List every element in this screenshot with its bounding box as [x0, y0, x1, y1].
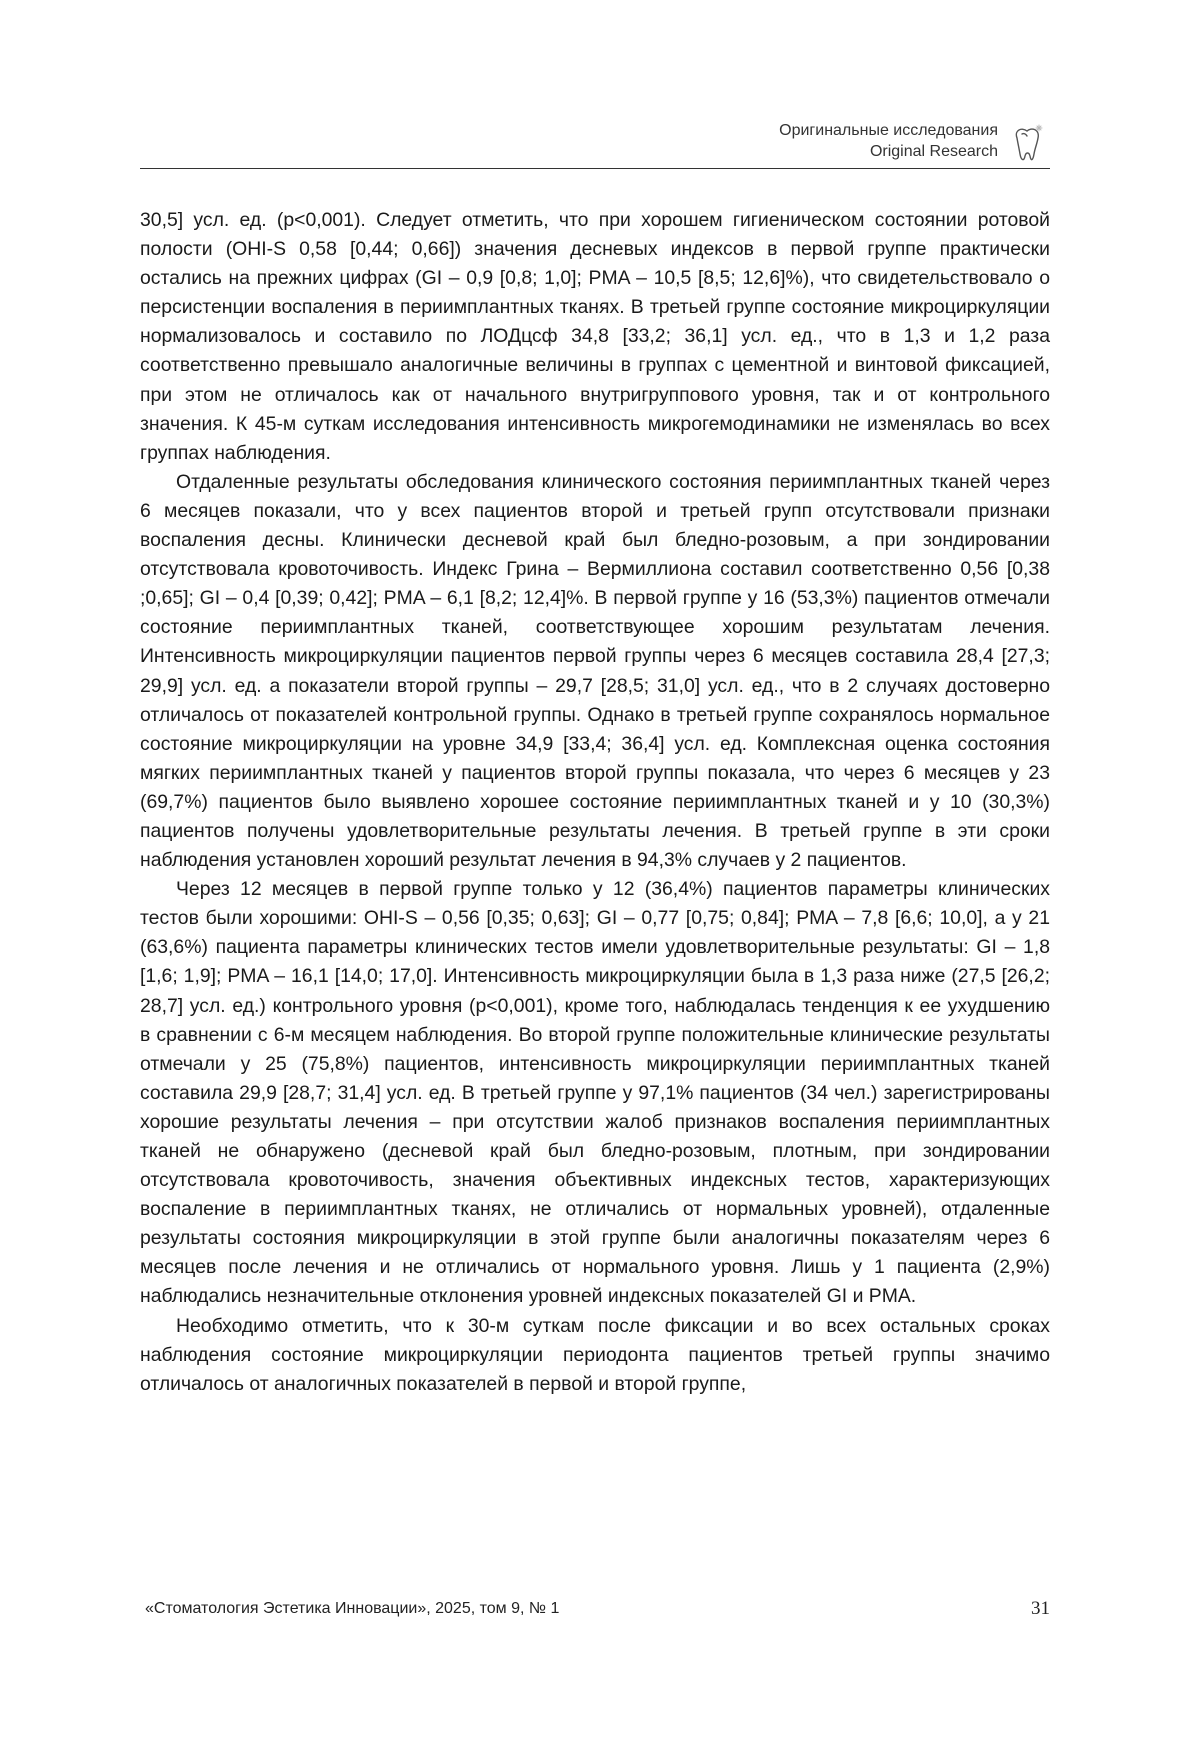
- page-number: 31: [1031, 1598, 1050, 1619]
- journal-citation: «Стоматология Эстетика Инновации», 2025, том 9, № 1: [145, 1600, 560, 1617]
- section-title-en: Original Research: [869, 143, 998, 160]
- running-header: [140, 118, 1050, 169]
- paragraph: Необходимо отметить, что к 30-м суткам после фиксации и во всех остальных сроках наблюдения состояние микроциркуляции периодонта пациентов третьей группы значимо отличалось от аналогичных показателей в первой и второй группе,: [140, 1314, 1050, 1395]
- running-header-text: [779, 120, 998, 162]
- paragraph: Через 12 месяцев в первой группе только у 12 (36,4%) пациентов параметры клинических тестов были хорошими: OHI-S – 0,56 [0,35; 0,63]; GI – 0,77 [0,75; 0,84]; PMA – 7,8 [6,6; 10,0], а у 21 (63,6%) пациента параметры клинических тестов имели удовлетворительные результаты: GI – 1,8 [1,6; 1,9]; PMA – 16,1 [14,0; 17,0]. Интенсивность микроциркуляции была в 1,3 раза ниже (27,5 [26,2; 28,7] усл. ед.) контрольного уровня (р<0,001), кроме того, наблюдалась тенденция к ее ухудшению в сравнении с 6-м месяцем наблюдения. Во второй группе положительные клинические результаты отмечали у 25 (75,8%) пациентов, интенсивность микроциркуляции периимплантных тканей составила 29,9 [28,7; 31,4] усл. ед. В третьей группе у 97,1% пациентов (34 чел.) зарегистрированы хорошие результаты лечения – при отсутствии жалоб признаков воспаления периимплантных тканей не обнаружено (десневой край был бледно-розовым, плотным, при зондировании отсутствовала кровоточивость, значения объективных индексных тестов, характеризующих воспаление в периимплантных тканях, не отличались от нормальных уровней), отдаленные результаты состояния микроциркуляции в этой группе были аналогичны показателям через 6 месяцев после лечения и не отличались от нормального уровня. Лишь у 1 пациента (2,9%) наблюдались незначительные отклонения уровней индексных показателей GI и PMA.: [140, 878, 1050, 1308]
- article-body: [140, 206, 1050, 1399]
- page-footer: [145, 1598, 1050, 1628]
- tooth-icon: [1008, 122, 1048, 166]
- section-title-ru: Оригинальные исследования: [779, 122, 998, 139]
- paragraph: 30,5] усл. ед. (р<0,001). Следует отметить, что при хорошем гигиеническом состоянии ротовой полости (OHI-S 0,58 [0,44; 0,66]) значения десневых индексов в первой группе практически остались на прежних цифрах (GI – 0,9 [0,8; 1,0]; PMA – 10,5 [8,5; 12,6]%), что свидетельствовало о персистенции воспаления в периимплантных тканях. В третьей группе состояние микроциркуляции нормализовалось и составило по ЛОДцсф 34,8 [33,2; 36,1] усл. ед., что в 1,3 и 1,2 раза соответственно превышало аналогичные величины в группах с цементной и винтовой фиксацией, при этом не отличалось как от начального внутригруппового уровня, так и от контрольного значения. К 45-м суткам исследования интенсивность микрогемодинамики не изменялась во всех группах наблюдения.: [140, 209, 1050, 464]
- paragraph: Отдаленные результаты обследования клинического состояния периимплантных тканей через 6 месяцев показали, что у всех пациентов второй и третьей групп отсутствовали признаки воспаления десны. Клинически десневой край был бледно-розовым, а при зондировании отсутствовала кровоточивость. Индекс Грина – Вермиллиона составил соответственно 0,56 [0,38 ;0,65]; GI – 0,4 [0,39; 0,42]; PMA – 6,1 [8,2; 12,4]%. В первой группе у 16 (53,3%) пациентов отмечали состояние периимплантных тканей, соответствующее хорошим результатам лечения. Интенсивность микроциркуляции пациентов первой группы через 6 месяцев составила 28,4 [27,3; 29,9] усл. ед. а показатели второй группы – 29,7 [28,5; 31,0] усл. ед., что в 2 случаях достоверно отличалось от показателей контрольной группы. Однако в третьей группе сохранялось нормальное состояние микроциркуляции на уровне 34,9 [33,4; 36,4] усл. ед. Комплексная оценка состояния мягких периимплантных тканей у пациентов второй группы показала, что через 6 месяцев у 23 (69,7%) пациентов было выявлено хорошее состояние периимплантных тканей и у 10 (30,3%) пациентов получены удовлетворительные результаты лечения. В третьей группе в эти сроки наблюдения установлен хороший результат лечения в 94,3% случаев у 2 пациентов.: [140, 470, 1050, 872]
